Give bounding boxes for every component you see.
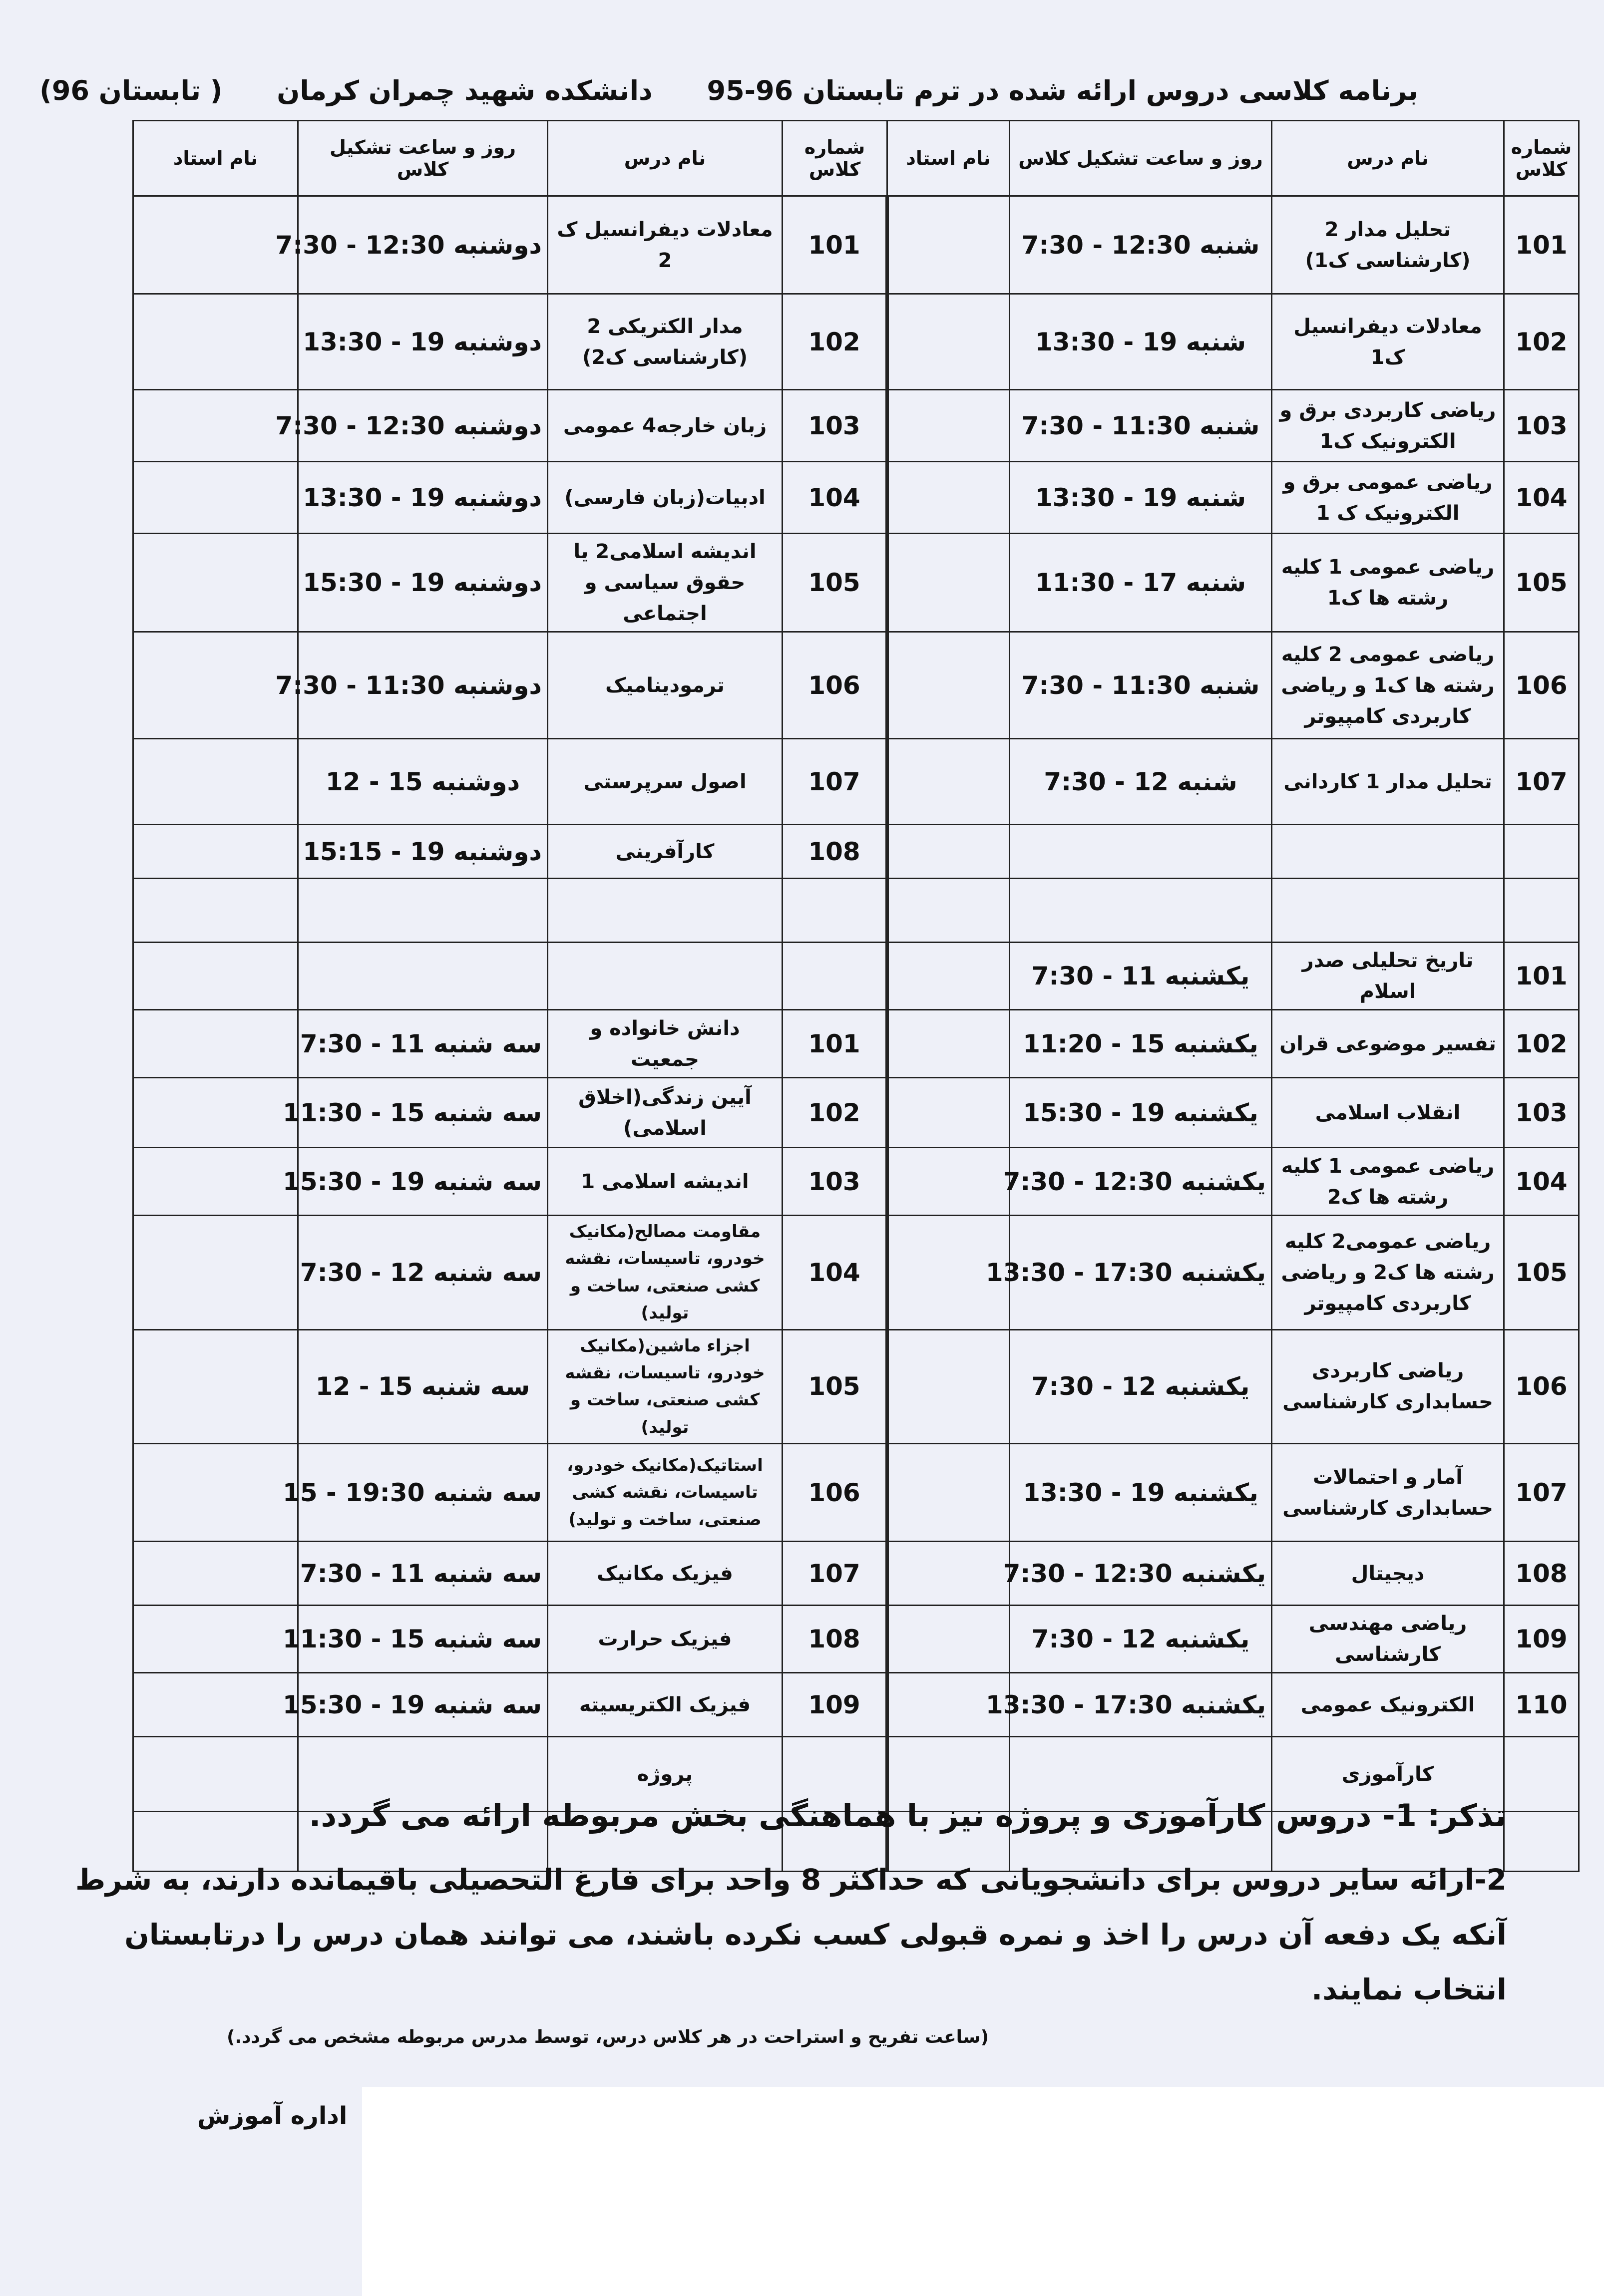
class-number: 103 [783, 1148, 887, 1216]
class-time: شنبه 12 - 7:30 [1010, 739, 1272, 825]
course-name: ریاضی عمومی 2 کلیه رشته ها ک1 و ریاضی کاربردی کامپیوتر [1272, 632, 1504, 739]
class-time: یکشنبه 19 - 13:30 [1010, 1444, 1272, 1542]
class-number: 108 [1504, 1542, 1579, 1606]
course-name [548, 943, 783, 1010]
course-name: فیزیک مکانیک [548, 1542, 783, 1606]
course-name: پروژه [548, 1737, 783, 1812]
instructor-cell [887, 1078, 1010, 1148]
class-time: شنبه 17 - 11:30 [1010, 534, 1272, 632]
class-number: 102 [783, 1078, 887, 1148]
instructor-cell [133, 1148, 298, 1216]
table-row [133, 943, 1579, 1010]
class-number: 101 [1504, 196, 1579, 294]
course-name: انقلاب اسلامی [1272, 1078, 1504, 1148]
table-row [133, 196, 1579, 294]
class-time: سه شنبه 19 - 15:30 [298, 1148, 548, 1216]
course-name: فیزیک الکتریسیته [548, 1673, 783, 1737]
instructor-cell [133, 1010, 298, 1078]
course-name: اصول سرپرستی [548, 739, 783, 825]
instructor-cell [887, 632, 1010, 739]
course-name: کارآموزی [1272, 1737, 1504, 1812]
table-row [133, 1542, 1579, 1606]
instructor-cell [133, 943, 298, 1010]
class-number [1504, 825, 1579, 879]
class-number: 106 [783, 632, 887, 739]
class-time: شنبه 11:30 - 7:30 [1010, 390, 1272, 462]
course-name: اجزاء ماشین(مکانیک خودرو، تاسیسات، نقشه کشی صنعتی، ساخت و تولید) [548, 1329, 783, 1444]
class-time [1010, 825, 1272, 879]
class-time: سه شنبه 15 - 12 [298, 1329, 548, 1444]
table-row [133, 390, 1579, 462]
class-number: 101 [1504, 943, 1579, 1010]
class-number: 109 [783, 1673, 887, 1737]
table-row [133, 1606, 1579, 1673]
table-row [133, 294, 1579, 390]
instructor-cell [133, 825, 298, 879]
instructor-cell [133, 462, 298, 534]
class-number [783, 943, 887, 1010]
course-name: زبان خارجه4 عمومی [548, 390, 783, 462]
class-number: 108 [783, 825, 887, 879]
instructor-cell [133, 196, 298, 294]
course-name: دانش خانواده و جمعیت [548, 1010, 783, 1078]
class-time [298, 879, 548, 943]
instructor-cell [887, 1148, 1010, 1216]
instructor-cell [887, 1444, 1010, 1542]
table-row [133, 462, 1579, 534]
table-header-row [133, 121, 1579, 196]
instructor-cell [887, 462, 1010, 534]
class-number: 103 [1504, 1078, 1579, 1148]
course-name: فیزیک حرارت [548, 1606, 783, 1673]
class-time: شنبه 19 - 13:30 [1010, 294, 1272, 390]
instructor-cell [133, 1542, 298, 1606]
table-row [133, 1444, 1579, 1542]
instructor-cell [887, 879, 1010, 943]
class-number: 102 [783, 294, 887, 390]
header-class-no: شماره کلاس [1504, 121, 1579, 196]
course-name: تفسیر موضوعی قران [1272, 1010, 1504, 1078]
class-time: یکشنبه 19 - 15:30 [1010, 1078, 1272, 1148]
blank-area [362, 2087, 1604, 2296]
course-name: ریاضی عمومی 1 کلیه رشته ها ک1 [1272, 534, 1504, 632]
course-name: اندیشه اسلامی2 یا حقوق سیاسی و اجتماعی [548, 534, 783, 632]
header-instructor: نام استاد [887, 121, 1010, 196]
class-time: شنبه 12:30 - 7:30 [1010, 196, 1272, 294]
instructor-cell [887, 534, 1010, 632]
class-time: دوشنبه 19 - 15:30 [298, 534, 548, 632]
course-name [1272, 879, 1504, 943]
note-2: 2-ارائه سایر دروس برای دانشجویانی که حداکثر 8 واحد برای فارغ التحصیلی باقیمانده دارند، به شرط آنکه یک دفعه آن درس را اخذ و نمره قبولی کسب نکرده باشند، می توانند همان درس را درتابستان انتخاب نمایند. [75, 1863, 1507, 2006]
course-name: ریاضی کاربردی حسابداری کارشناسی [1272, 1329, 1504, 1444]
class-number: 107 [783, 1542, 887, 1606]
class-time: یکشنبه 17:30 - 13:30 [1010, 1673, 1272, 1737]
class-time: یکشنبه 12:30 - 7:30 [1010, 1542, 1272, 1606]
class-time [1010, 879, 1272, 943]
class-number: 105 [1504, 534, 1579, 632]
table-row [133, 825, 1579, 879]
course-name: ریاضی عمومی2 کلیه رشته ها ک2 و ریاضی کاربردی کامپیوتر [1272, 1216, 1504, 1330]
schedule-title: برنامه کلاسی دروس ارائه شده در ترم تابستان 96-95 [707, 75, 1418, 106]
instructor-cell [887, 1606, 1010, 1673]
course-name: الکترونیک عمومی [1272, 1673, 1504, 1737]
class-number: 102 [1504, 294, 1579, 390]
class-time [298, 943, 548, 1010]
class-time: دوشنبه 19 - 13:30 [298, 462, 548, 534]
instructor-cell [133, 1444, 298, 1542]
class-number: 105 [1504, 1216, 1579, 1330]
table-row [133, 534, 1579, 632]
class-time: یکشنبه 17:30 - 13:30 [1010, 1216, 1272, 1330]
class-time: سه شنبه 11 - 7:30 [298, 1010, 548, 1078]
instructor-cell [133, 632, 298, 739]
course-name: آیین زندگی(اخلاق اسلامی) [548, 1078, 783, 1148]
class-time: دوشنبه 15 - 12 [298, 739, 548, 825]
class-time: دوشنبه 11:30 - 7:30 [298, 632, 548, 739]
header-course: نام درس [1272, 121, 1504, 196]
class-number: 104 [1504, 462, 1579, 534]
instructor-cell [133, 1329, 298, 1444]
education-office: اداره آموزش [197, 2102, 348, 2130]
course-name [548, 879, 783, 943]
class-number [1504, 1812, 1579, 1872]
course-name: تحلیل مدار 2 (کارشناسی ک1) [1272, 196, 1504, 294]
table-row [133, 1010, 1579, 1078]
instructor-cell [887, 390, 1010, 462]
class-time: دوشنبه 12:30 - 7:30 [298, 390, 548, 462]
course-name: تحلیل مدار 1 کاردانی [1272, 739, 1504, 825]
course-name: دیجیتال [1272, 1542, 1504, 1606]
instructor-cell [887, 196, 1010, 294]
table-row [133, 632, 1579, 739]
table-row [133, 879, 1579, 943]
course-name: مدار الکتریکی 2 (کارشناسی ک2) [548, 294, 783, 390]
class-time: یکشنبه 12 - 7:30 [1010, 1329, 1272, 1444]
notes [58, 1797, 1507, 2047]
instructor-cell [887, 294, 1010, 390]
class-number: 110 [1504, 1673, 1579, 1737]
table-row [133, 739, 1579, 825]
class-time: دوشنبه 12:30 - 7:30 [298, 196, 548, 294]
note-1: تذکر: 1- دروس کارآموزی و پروژه نیز با هماهنگی بخش مربوطه ارائه می گردد. [309, 1797, 1507, 1834]
class-number: 109 [1504, 1606, 1579, 1673]
course-name: آمار و احتمالات حسابداری کارشناسی [1272, 1444, 1504, 1542]
course-name: ریاضی عمومی 1 کلیه رشته ها ک2 [1272, 1148, 1504, 1216]
class-number: 106 [783, 1444, 887, 1542]
course-name: معادلات دیفرانسیل ک 2 [548, 196, 783, 294]
instructor-cell [133, 390, 298, 462]
class-number: 103 [783, 390, 887, 462]
class-number: 107 [1504, 739, 1579, 825]
class-number: 101 [783, 196, 887, 294]
instructor-cell [133, 1078, 298, 1148]
instructor-cell [133, 534, 298, 632]
header-class-no: شماره کلاس [783, 121, 887, 196]
class-time: دوشنبه 19 - 15:15 [298, 825, 548, 879]
page-title [39, 75, 1418, 120]
header-time: روز و ساعت تشکیل کلاس [1010, 121, 1272, 196]
class-number: 104 [783, 1216, 887, 1330]
class-time: سه شنبه 12 - 7:30 [298, 1216, 548, 1330]
note-3: (ساعت تفریح و استراحت در هر کلاس درس، توسط مدرس مربوطه مشخص می گردد.) [226, 2027, 989, 2047]
instructor-cell [887, 1010, 1010, 1078]
class-number: 102 [1504, 1010, 1579, 1078]
course-name: ریاضی کاربردی برق و الکترونیک ک1 [1272, 390, 1504, 462]
course-name: ترمودینامیک [548, 632, 783, 739]
course-name: معادلات دیفرانسیل ک1 [1272, 294, 1504, 390]
header-time: روز و ساعت تشکیل کلاس [298, 121, 548, 196]
course-name: استاتیک(مکانیک خودرو، تاسیسات، نقشه کشی صنعتی، ساخت و تولید) [548, 1444, 783, 1542]
instructor-cell [133, 1216, 298, 1330]
class-number: 104 [783, 462, 887, 534]
table-row [133, 1148, 1579, 1216]
class-number: 105 [783, 1329, 887, 1444]
class-time: یکشنبه 12 - 7:30 [1010, 1606, 1272, 1673]
class-number: 107 [783, 739, 887, 825]
class-time: دوشنبه 19 - 13:30 [298, 294, 548, 390]
table-row [133, 1329, 1579, 1444]
class-number [1504, 879, 1579, 943]
course-name [1272, 825, 1504, 879]
class-number [1504, 1737, 1579, 1812]
class-number: 101 [783, 1010, 887, 1078]
class-number: 106 [1504, 1329, 1579, 1444]
schedule-table [132, 120, 1580, 1872]
header-instructor: نام استاد [133, 121, 298, 196]
class-number: 103 [1504, 390, 1579, 462]
instructor-cell [133, 1606, 298, 1673]
course-name: ریاضی عمومی برق و الکترونیک ک 1 [1272, 462, 1504, 534]
class-time: سه شنبه 15 - 11:30 [298, 1078, 548, 1148]
table-row [133, 1216, 1579, 1330]
instructor-cell [887, 1542, 1010, 1606]
instructor-cell [887, 943, 1010, 1010]
class-time: سه شنبه 19 - 15:30 [298, 1673, 548, 1737]
term-label: ( تابستان 96) [39, 75, 223, 106]
class-time: شنبه 19 - 13:30 [1010, 462, 1272, 534]
class-number: 106 [1504, 632, 1579, 739]
table-row [133, 1673, 1579, 1737]
class-time: یکشنبه 15 - 11:20 [1010, 1010, 1272, 1078]
class-number: 104 [1504, 1148, 1579, 1216]
class-number: 108 [783, 1606, 887, 1673]
class-number: 107 [1504, 1444, 1579, 1542]
table-row [133, 1078, 1579, 1148]
course-name: ادبیات(زبان فارسی) [548, 462, 783, 534]
course-name: مقاومت مصالح(مکانیک خودرو، تاسیسات، نقشه کشی صنعتی، ساخت و تولید) [548, 1216, 783, 1330]
university-name: دانشکده شهید چمران کرمان [277, 75, 653, 106]
class-time: سه شنبه 11 - 7:30 [298, 1542, 548, 1606]
class-time: یکشنبه 11 - 7:30 [1010, 943, 1272, 1010]
class-number: 105 [783, 534, 887, 632]
instructor-cell [133, 1673, 298, 1737]
class-time: شنبه 11:30 - 7:30 [1010, 632, 1272, 739]
instructor-cell [133, 739, 298, 825]
course-name: تاریخ تحلیلی صدر اسلام [1272, 943, 1504, 1010]
course-name: کارآفرینی [548, 825, 783, 879]
class-time: یکشنبه 12:30 - 7:30 [1010, 1148, 1272, 1216]
course-name: ریاضی مهندسی کارشناسی [1272, 1606, 1504, 1673]
instructor-cell [887, 1329, 1010, 1444]
class-number [783, 879, 887, 943]
course-name: اندیشه اسلامی 1 [548, 1148, 783, 1216]
instructor-cell [133, 879, 298, 943]
instructor-cell [887, 825, 1010, 879]
instructor-cell [133, 294, 298, 390]
class-time: سه شنبه 19:30 - 15 [298, 1444, 548, 1542]
class-time: سه شنبه 15 - 11:30 [298, 1606, 548, 1673]
header-course: نام درس [548, 121, 783, 196]
instructor-cell [887, 739, 1010, 825]
